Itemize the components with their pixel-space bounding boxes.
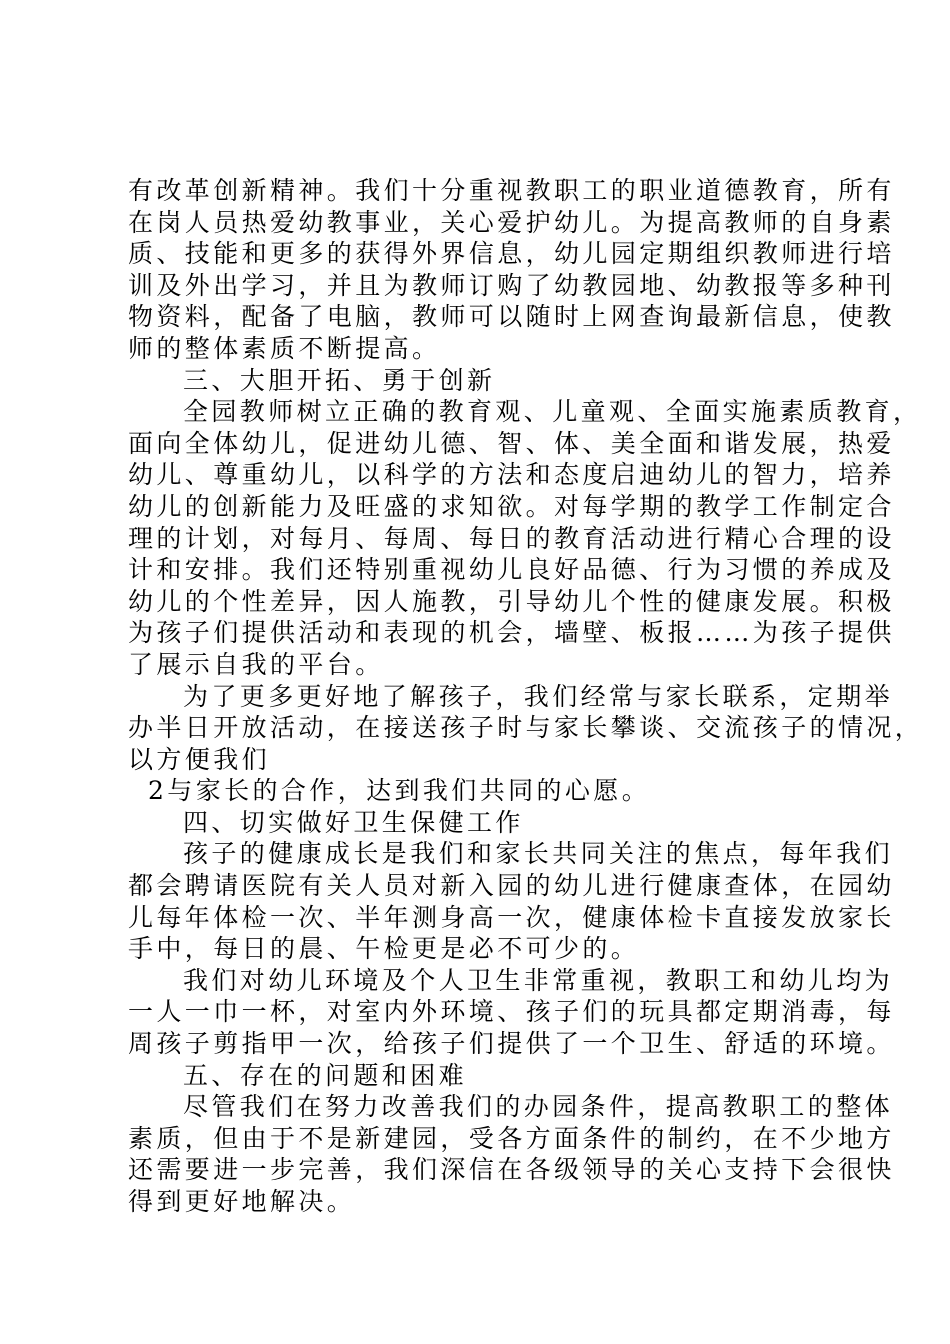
text-line: 以方便我们 (128, 744, 271, 774)
text-line: 物资料，配备了电脑，教师可以随时上网查询最新信息，使教 (128, 302, 895, 332)
text-line: 还需要进一步完善，我们深信在各级领导的关心支持下会很快 (128, 1155, 895, 1185)
text-line: 手中，每日的晨、午检更是必不可少的。 (128, 934, 640, 964)
text-line: 有改革创新精神。我们十分重视教职工的职业道德教育，所有 (128, 176, 895, 205)
text-line: 面向全体幼儿，促进幼儿德、智、体、美全面和谐发展，热爱 (128, 428, 895, 458)
text-line: 了展示自我的平台。 (128, 649, 384, 679)
text-line: 幼儿、尊重幼儿，以科学的方法和态度启迪幼儿的智力，培养 (128, 460, 895, 490)
text-line: 一人一巾一杯，对室内外环境、孩子们的玩具都定期消毒，每 (128, 997, 895, 1027)
text-line: 全园教师树立正确的教育观、儿童观、全面实施素质教育， (183, 397, 922, 427)
text-line: 2与家长的合作，达到我们共同的心愿。 (148, 776, 651, 806)
text-line: 儿每年体检一次、半年测身高一次，健康体检卡直接发放家长 (128, 902, 895, 932)
text-line: 为了更多更好地了解孩子，我们经常与家长联系，定期举 (183, 681, 894, 711)
text-line: 我们对幼儿环境及个人卫生非常重视，教职工和幼儿均为 (183, 965, 894, 995)
text-line: 师的整体素质不断提高。 (128, 333, 441, 363)
text-line: 孩子的健康成长是我们和家长共同关注的焦点，每年我们 (183, 839, 894, 869)
text-line: 质、技能和更多的获得外界信息，幼儿园定期组织教师进行培 (128, 239, 895, 269)
text-line: 为孩子们提供活动和表现的机会，墙壁、板报……为孩子提供 (128, 618, 895, 648)
document-body (128, 175, 924, 1218)
text-line: 幼儿的个性差异，因人施教，引导幼儿个性的健康发展。积极 (128, 586, 895, 616)
text-line: 素质，但由于不是新建园，受各方面条件的制约，在不少地方 (128, 1123, 895, 1153)
text-line: 幼儿的创新能力及旺盛的求知欲。对每学期的教学工作制定合 (128, 491, 895, 521)
text-line: 四、切实做好卫生保健工作 (183, 807, 524, 837)
text-line: 五、存在的问题和困难 (183, 1060, 468, 1090)
text-line: 得到更好地解决。 (128, 1187, 356, 1216)
text-line: 尽管我们在努力改善我们的办园条件，提高教职工的整体 (183, 1092, 894, 1122)
text-line: 周孩子剪指甲一次，给孩子们提供了一个卫生、舒适的环境。 (128, 1029, 895, 1059)
text-line: 都会聘请医院有关人员对新入园的幼儿进行健康查体，在园幼 (128, 871, 895, 901)
text-line: 训及外出学习，并且为教师订购了幼教园地、幼教报等多种刊 (128, 270, 895, 300)
text-line: 在岗人员热爱幼教事业，关心爱护幼儿。为提高教师的自身素 (128, 207, 895, 237)
text-line: 办半日开放活动，在接送孩子时与家长攀谈、交流孩子的情况， (128, 713, 924, 743)
text-line: 计和安排。我们还特别重视幼儿良好品德、行为习惯的养成及 (128, 555, 895, 585)
text-line: 理的计划，对每月、每周、每日的教育活动进行精心合理的设 (128, 523, 895, 553)
text-line: 三、大胆开拓、勇于创新 (183, 365, 496, 395)
